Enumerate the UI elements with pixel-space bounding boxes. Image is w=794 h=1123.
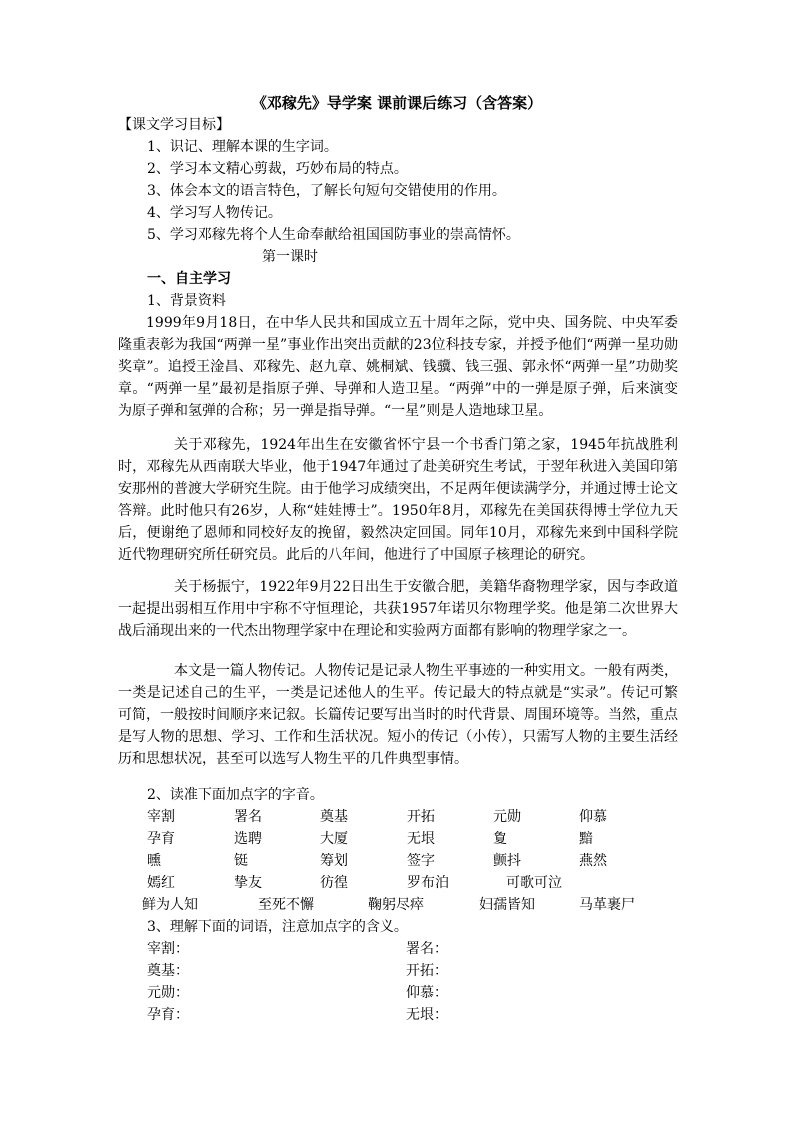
word-item: 鞠躬尽瘁 bbox=[368, 897, 424, 913]
goals-heading: 【课文学习目标】 bbox=[118, 117, 230, 133]
definition-label: 开拓： bbox=[406, 963, 448, 979]
word-item: 仰慕 bbox=[579, 809, 607, 825]
goal-item: 5、学习邓稼先将个人生命奉献给祖国国防事业的崇高情怀。 bbox=[147, 227, 520, 243]
word-item: 选聘 bbox=[234, 831, 262, 847]
word-item: 署名 bbox=[234, 809, 262, 825]
definition-label: 宰割： bbox=[147, 941, 189, 957]
word-item: 筹划 bbox=[320, 853, 348, 869]
paragraph-text: 1999年9月18日，在中华人民共和国成立五十周年之际，党中央、国务院、中央军委隆重表彰为我国“两弹一星”事业作出突出贡献的23位科技专家，并授予他们“两弹一星功勋奖章”。追授王淦昌、邓稼先、赵九章、姚桐斌、钱骥、钱三强、郭永怀“两弹一星”功勋奖章。“两弹一星”最初是指原子弹、导弹和人造卫星。“两弹”中的一弹是原子弹，后来演变为原子弹和氢弹的合称；另一弹是指导弹。“一星”则是人造地球卫星。 bbox=[118, 315, 678, 419]
word-item: 铤 bbox=[234, 853, 248, 869]
definition-label: 元勋： bbox=[147, 985, 189, 1001]
paragraph-text: 关于邓稼先，1924年出生在安徽省怀宁县一个书香门第之家，1945年抗战胜利时，邓稼先从西南联大毕业，他于1947年通过了赴美研究生考试，于翌年秋进入美国印第安那州的普渡大学研究生院。由于他学习成绩突出，不足两年便读满学分，并通过博士论文答辩。此时他只有26岁，人称“娃娃博士”。1950年8月，邓稼先在美国获得博士学位九天后，便谢绝了恩师和同校好友的挽留，毅然决定回国。同年10月，邓稼先来到中国科学院近代物理研究所任研究员。此后的八年间，他进行了中国原子核理论的研究。 bbox=[118, 437, 678, 563]
word-item: 嫣红 bbox=[147, 875, 175, 891]
word-item: 奠基 bbox=[320, 809, 348, 825]
word-item: 签字 bbox=[407, 853, 435, 869]
word-item: 燕然 bbox=[579, 853, 607, 869]
word-item: 宰割 bbox=[147, 809, 175, 825]
word-item: 无垠 bbox=[407, 831, 435, 847]
word-item: 马革裹尸 bbox=[579, 897, 635, 913]
paragraph-text: 关于杨振宁，1922年9月22日出生于安徽合肥，美籍华裔物理学家，因与李政道一起提出弱相互作用中宇称不守恒理论，共获1957年诺贝尔物理学奖。他是第二次世界大战后涌现出来的一代杰出物理学家中在理论和实验两方面都有影响的物理学家之一。 bbox=[118, 579, 678, 639]
goal-item: 3、体会本文的语言特色，了解长句短句交错使用的作用。 bbox=[147, 183, 506, 199]
definition-label: 无垠： bbox=[406, 1007, 448, 1023]
word-item: 夐 bbox=[493, 831, 507, 847]
section-heading: 一、自主学习 bbox=[147, 271, 231, 287]
word-item: 黯 bbox=[579, 831, 593, 847]
word-item: 颤抖 bbox=[493, 853, 521, 869]
background-paragraph bbox=[118, 576, 678, 642]
background-paragraph bbox=[118, 312, 678, 422]
word-item: 开拓 bbox=[407, 809, 435, 825]
goal-item: 4、学习写人物传记。 bbox=[147, 205, 282, 221]
subsection-heading: 1、背景资料 bbox=[147, 293, 226, 309]
background-paragraph bbox=[118, 434, 678, 566]
word-item: 妇孺皆知 bbox=[479, 897, 535, 913]
subsection-heading: 3、理解下面的词语，注意加点字的含义。 bbox=[147, 919, 408, 935]
document-title: 《邓稼先》导学案 课前课后练习（含答案） bbox=[251, 94, 543, 112]
word-item: 孕育 bbox=[147, 831, 175, 847]
subsection-heading: 2、读准下面加点字的字音。 bbox=[147, 787, 324, 803]
definition-label: 仰慕： bbox=[406, 985, 448, 1001]
word-item: 挚友 bbox=[234, 875, 262, 891]
definition-label: 奠基： bbox=[147, 963, 189, 979]
word-item: 至死不懈 bbox=[258, 897, 314, 913]
lesson-title: 第一课时 bbox=[262, 249, 318, 265]
paragraph-text: 本文是一篇人物传记。人物传记是记录人物生平事迹的一种实用文。一般有两类，一类是记述自己的生平，一类是记述他人的生平。传记最大的特点就是“实录”。传记可繁可简，一般按时间顺序来记叙。长篇传记要写出当时的时代背景、周围环境等。当然，重点是写人物的思想、学习、工作和生活状况。短小的传记（小传），只需写人物的主要生活经历和思想状况，甚至可以选写人物生平的几件典型事情。 bbox=[118, 663, 678, 767]
word-item: 鲜为人知 bbox=[142, 897, 198, 913]
goal-item: 2、学习本文精心剪裁，巧妙布局的特点。 bbox=[147, 161, 408, 177]
definition-label: 署名： bbox=[406, 941, 448, 957]
definition-label: 孕育： bbox=[147, 1007, 189, 1023]
goal-item: 1、识记、理解本课的生字词。 bbox=[147, 139, 338, 155]
word-item: 大厦 bbox=[320, 831, 348, 847]
background-paragraph bbox=[118, 660, 678, 770]
word-item: 可歌可泣 bbox=[506, 875, 562, 891]
word-item: 曛 bbox=[147, 853, 161, 869]
word-item: 罗布泊 bbox=[407, 875, 449, 891]
word-item: 彷徨 bbox=[320, 875, 348, 891]
word-item: 元勋 bbox=[493, 809, 521, 825]
